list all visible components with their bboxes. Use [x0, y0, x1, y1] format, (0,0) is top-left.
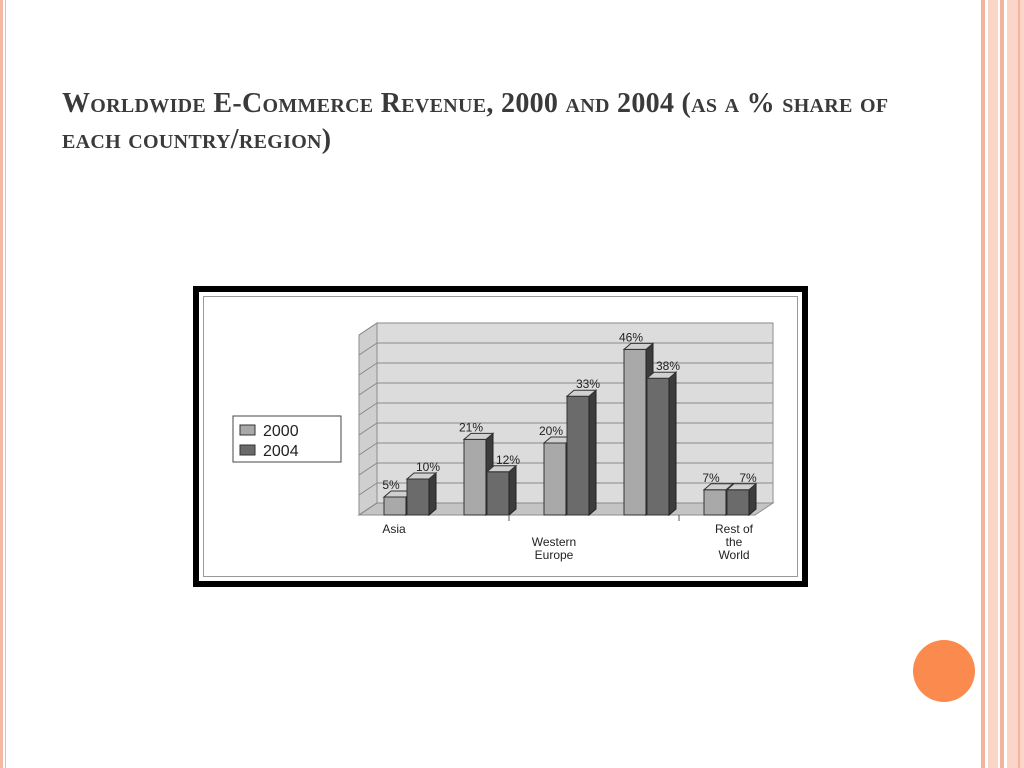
bar-chart	[199, 292, 802, 581]
bar-2004	[567, 390, 596, 515]
legend-label: 2004	[263, 443, 299, 460]
left-border-stripe	[0, 0, 3, 768]
right-border-band	[988, 0, 998, 768]
category-label: Western	[531, 535, 577, 549]
data-label-2000: 21%	[458, 420, 484, 435]
legend-swatch	[240, 425, 255, 435]
category-label: Europe	[534, 548, 574, 562]
bar-2004	[727, 484, 756, 515]
legend-swatch	[240, 445, 255, 455]
data-label-2000: 7%	[702, 470, 720, 485]
data-label-2004: 7%	[739, 470, 757, 485]
data-label-2004: 33%	[575, 377, 601, 392]
data-label-2004: 10%	[415, 460, 441, 474]
data-label-2004: 38%	[655, 359, 681, 374]
data-label-2000: 20%	[538, 424, 564, 438]
category-label: World	[718, 548, 750, 562]
chart-panel	[199, 292, 802, 581]
slide-title: Worldwide E-Commerce Revenue, 2000 and 2004 (as a % share of each country/region)	[62, 88, 889, 155]
accent-circle-decoration	[913, 640, 975, 702]
category-label: Rest of	[714, 522, 754, 536]
chart-frame	[193, 286, 808, 587]
data-label-2004: 12%	[495, 452, 521, 467]
right-border-stripe-3	[1018, 0, 1020, 768]
right-border-band-outer	[1007, 0, 1024, 768]
right-border-stripe	[981, 0, 985, 768]
chart-side-wall	[359, 323, 377, 515]
legend-label: 2000	[263, 423, 299, 440]
right-border-stripe-2	[1000, 0, 1004, 768]
category-label: Asia	[382, 522, 406, 536]
bar-2004	[487, 466, 516, 515]
bar-2004	[647, 372, 676, 515]
data-label-2000: 46%	[618, 330, 644, 345]
category-label: the	[725, 535, 743, 549]
data-label-2000: 5%	[382, 478, 400, 492]
left-border-stripe-thin	[5, 0, 6, 768]
bar-2004	[407, 473, 436, 515]
